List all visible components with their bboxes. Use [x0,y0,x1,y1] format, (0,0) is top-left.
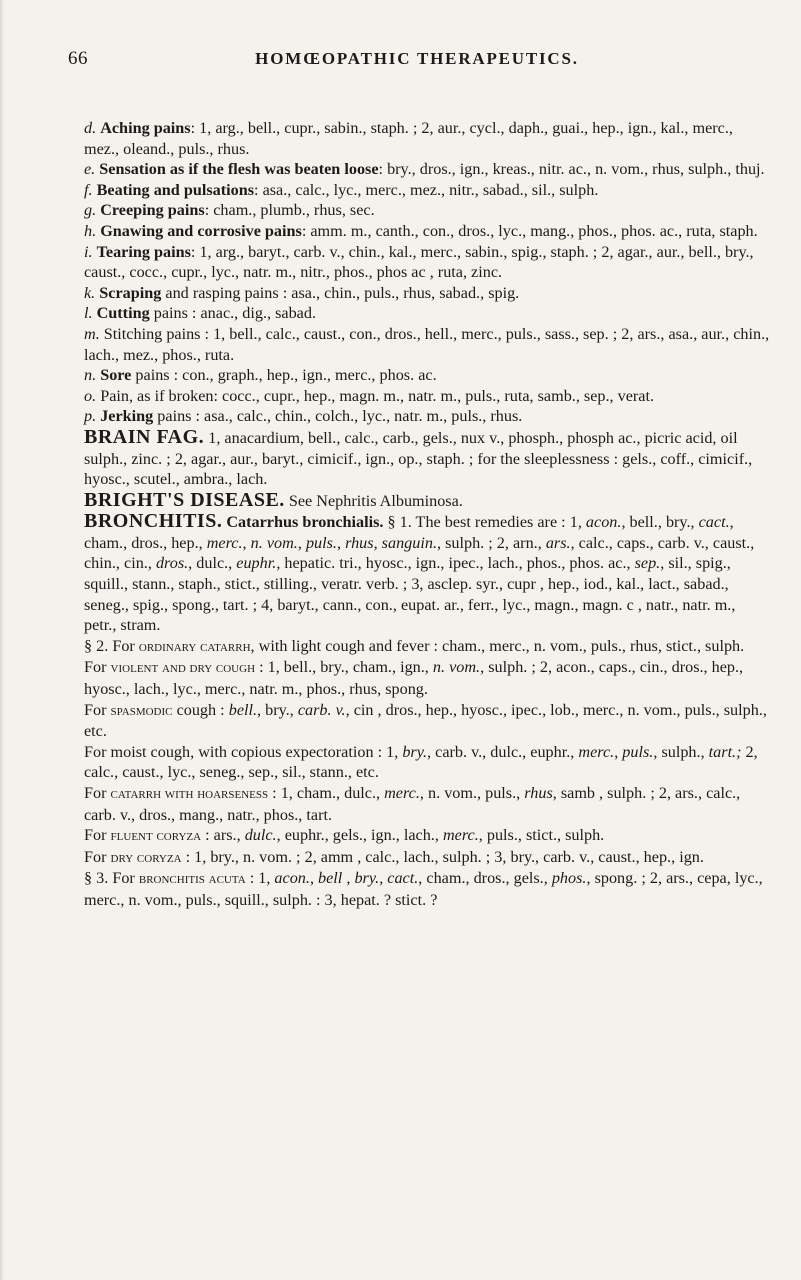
remedy-italic: euphr. [236,554,277,573]
entry-text: pains : anac., dig., sabad. [149,304,316,323]
remedy-italic: bry. [354,869,380,888]
text-run: 2, calc., caust., lyc., seneg., sep., sil., stann., etc. [84,742,758,782]
remedy-italic: n. vom. [250,533,298,552]
paragraph-catarrh-hoarseness [66,783,770,825]
remedy-italic: rhus [345,533,374,552]
entry-letter: n. [84,366,97,385]
remedy-italic: dros. [155,554,189,573]
text-run: , [379,869,388,888]
text-run: , cham., dros., gels., [418,869,552,888]
text-run: , cin , dros., hep., hyosc., ipec., lob., merc., n. vom., puls., sulph., etc. [84,700,767,741]
remedy-italic: bell [318,869,343,888]
text-run: , n. vom., puls., [419,784,525,802]
remedy-italic: dulc. [244,826,277,845]
entry-letter: i. [84,242,93,261]
remedy-italic: bry. [402,742,428,761]
text-run: : 1, bry., n. vom. ; 2, amm , calc., lach., sulph. ; 3, bry., carb. v., caust., hep., ign. [181,847,704,866]
remedy-italic: tart.; [708,742,742,761]
text-run: , hepatic. tri., hyosc., ign., ipec., lach., phos., phos. ac., [276,554,635,573]
entry-l [66,303,770,324]
small-caps-run: catarrh with hoarseness [110,786,269,802]
text-run: For moist cough, with copious expectoration : 1, [84,742,403,761]
entry-text: : amm. m., canth., con., dros., lyc., mang., phos., phos. ac., ruta, staph. [301,221,758,240]
small-caps-run: violent and dry cough [110,660,256,677]
entry-text: : asa., calc., lyc., merc., mez., nitr., sabad., sil., sulph. [254,180,599,199]
entry-title: Beating and pulsations [96,180,255,199]
page-binding-edge [0,0,4,1280]
text-run: For [84,826,111,845]
small-caps-run: spasmodic [110,702,173,719]
paragraph-spasmodic-cough [66,700,770,742]
entry-text: : bry., dros., ign., kreas., nitr. ac., n. vom., rhus, sulph., thuj. [378,160,765,179]
text-run: , sil., spig., squill., stann., staph., stict., stilling., veratr. verb. ; 3, asclep. syr., cupr , hep., iod., kal., lact., sabad., seneg., spig., spong., tart. ; 4, baryt., cann., con., eupat. ar., ferr., lyc., magn., magn. c , natr., natr. m., petr., stram. [84,554,736,635]
remedy-italic: merc. [578,742,615,761]
paragraph-bronchitis-acuta [66,868,770,910]
remedy-italic: acon. [274,869,310,888]
small-caps-run: ordinary catarrh [138,638,251,655]
text-run: , [373,533,382,552]
entry-letter: k. [84,283,96,302]
remedy-italic: cact. [387,869,419,888]
page-body [66,118,770,911]
text-run: , sulph., [653,742,709,761]
text-run: For [84,784,111,802]
remedy-italic: sep. [634,554,661,573]
entry-d [66,118,770,159]
text-run: , euphr., gels., ign., lach., [276,826,443,845]
text-run: For [84,700,111,719]
paragraph-moist-cough [66,742,770,783]
entry-letter: d. [84,119,97,137]
entry-text: : 1, arg., baryt., carb. v., chin., kal., merc., sabin., spig., staph. ; 2, agar., aur., bell., bry., caust., cocc., cupr., lyc., natr. m., nitr., phos., phos ac , ruta, zinc. [84,242,754,282]
page-header [68,48,766,78]
text-run: , cham., dros., hep., [84,513,734,552]
remedy-italic: puls. [622,742,654,761]
text-run: , dulc., [188,554,237,573]
text-run: For [84,847,111,866]
small-caps-run: dry coryza [110,849,182,866]
remedy-italic: merc. [206,533,243,552]
text-run: , puls., stict., sulph. [478,826,605,845]
text-run: : 1, bell., bry., cham., ign., [255,658,433,677]
text-run: , with light cough and fever : cham., merc., n. vom., puls., rhus, stict., sulph. [250,636,745,655]
section-text: § 1. The best remedies [383,513,538,532]
text-run: , spong. ; 2, ars., cepa, lyc., merc., n. vom., puls., squill., sulph. : 3, hepat. ? stict. ? [84,869,763,909]
page-number: 66 [68,48,88,69]
entry-letter: h. [84,221,97,240]
text-run: , [309,869,319,888]
section-heading: BRONCHITIS. [84,510,223,533]
entry-letter: g. [84,201,97,220]
section-text: See Nephritis Albuminosa. [284,491,463,510]
text-run: , [297,533,306,552]
entry-letter: m. [84,324,100,343]
text-run: , [614,742,623,761]
entry-text: pains : asa., calc., chin., colch., lyc., natr. m., puls., rhus. [153,407,523,426]
text-run: , [342,869,355,888]
entry-title: Aching pains [100,119,191,137]
text-run: , samb , sulph. ; 2, ars., calc., carb. v., dros., mang., natr., phos., tart. [84,784,741,824]
entry-title: Sore [100,366,132,385]
running-head: HOMŒOPATHIC THERAPEUTICS. [255,49,579,68]
entry-letter: l. [84,304,93,323]
remedy-italic: acon. [585,513,622,532]
entry-h [66,221,770,242]
entry-title: Cutting [96,304,150,323]
entry-g [66,200,770,221]
entry-letter: o. [84,386,97,405]
text-run: For [84,658,111,677]
text-run: : 1, [245,869,275,888]
section-heading: BRIGHT'S DISEASE. [84,488,285,511]
text-run: , [336,533,342,552]
entry-brain-fag [66,427,770,490]
remedy-italic: cact. [698,513,730,532]
entry-title: Scraping [99,283,162,302]
entry-text: : 1, arg., bell., cupr., sabin., staph. ; 2, aur., cycl., daph., guai., hep., ign., kal., merc., mez., oleand., puls., rhus. [84,119,733,158]
entry-i [66,242,770,283]
remedy-italic: carb. v. [297,700,346,719]
remedy-italic: merc. [384,784,420,802]
entry-title: Pain, as if broken [100,386,214,405]
entry-o [66,386,770,407]
remedy-italic: sanguin. [381,533,437,552]
entry-n [66,365,770,386]
small-caps-run: fluent coryza [110,828,202,845]
text-run: , bry., [257,700,298,719]
remedy-italic: rhus [524,784,553,802]
paragraph-ordinary-catarrh [66,636,770,658]
text-run: cough : [172,700,229,719]
entry-letter: p. [84,407,97,426]
paragraph-violent-cough [66,657,770,699]
text-run: , bell., bry., [621,513,699,532]
text-run: : 1, cham., dulc., [268,784,385,802]
remedy-italic: ars. [545,533,571,552]
entry-e [66,159,770,180]
remedy-italic: n. vom. [432,658,481,677]
entry-title: Sensation as if the flesh was beaten loose [99,160,379,179]
entry-bronchitis [66,511,770,636]
entry-text: and rasping pains : asa., chin., puls., rhus, sabad., spig. [161,283,520,302]
entry-title: Stitching [103,324,163,343]
remedy-italic: bell. [228,700,258,719]
text-run: , sulph. ; 2, acon., caps., cin., dros., hep., hyosc., lach., lyc., merc., natr. m., phos., rhus, spong. [84,658,744,699]
entry-letter: e. [84,160,96,179]
text-run: § 3. For [84,869,139,888]
text-run: : ars., [201,826,245,845]
text-run: , [242,533,251,552]
entry-title: Creeping pains [100,201,205,220]
paragraph-dry-coryza [66,847,770,869]
section-subheading: Catarrhus bronchialis. [222,513,384,532]
text-run: , carb. v., dulc., euphr., [427,742,579,761]
section-text: 1, anacardium, bell., calc., carb., gels., nux v., phosph., phosph ac., picric acid, oil sulph., zinc. ; 2, agar., aur., baryt., cimicif., ign., op., staph. ; for the sleeplessness : gels., coff., cimicif., hyosc., scutel., ambra., lach. [84,428,753,489]
entry-m [66,324,770,365]
remedy-italic: phos. [551,869,587,888]
entry-text: : cham., plumb., rhus, sec. [204,201,375,220]
entry-f [66,180,770,201]
entry-text: pains : 1, bell., calc., caust., con., dros., hell., merc., puls., sass., sep. ; 2, ars., asa., aur., chin., lach., mez., phos., ruta. [84,324,770,364]
entry-text: pains : con., graph., hep., ign., merc., phos. ac. [131,366,437,385]
text-run: , sulph. ; 2, arn., [437,533,546,552]
remedy-italic: puls. [305,533,337,552]
entry-letter: f. [84,180,93,199]
text-run: are : 1, [537,513,586,532]
text-run: § 2. For [84,636,139,655]
text-run: , calc., caps., carb. v., caust., chin., cin., [84,533,755,573]
entry-title: Tearing pains [96,242,191,261]
remedy-italic: merc. [442,826,479,845]
entry-title: Gnawing and corrosive pains [100,221,302,240]
entry-title: Jerking [100,407,154,426]
section-heading: BRAIN FAG. [84,425,205,448]
paragraph-fluent-coryza [66,825,770,847]
entry-brights-disease [66,490,770,512]
entry-p [66,406,770,427]
entry-text: : cocc., cupr., hep., magn. m., natr. m., puls., ruta, samb., sep., verat. [213,386,655,405]
small-caps-run: bronchitis acuta [138,871,246,888]
entry-k [66,283,770,304]
